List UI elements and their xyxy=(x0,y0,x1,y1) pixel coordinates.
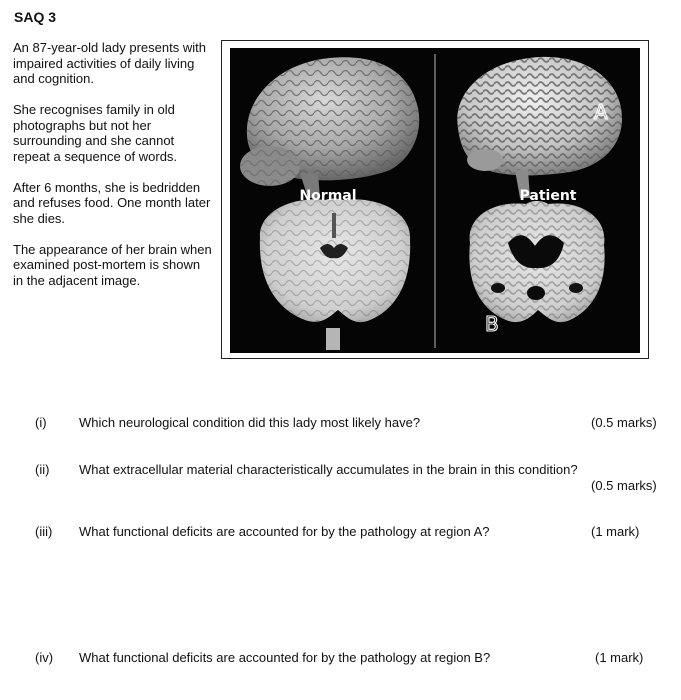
case-paragraph: After 6 months, she is bedridden and refuses food. One month later she dies. xyxy=(13,179,211,226)
brain-comparison-image xyxy=(230,48,640,353)
brain-comparison-figure xyxy=(221,40,649,359)
question-text: What functional deficits are accounted for by the pathology at region B? xyxy=(79,650,491,665)
question-number: (iv) xyxy=(35,650,54,665)
question-number: (ii) xyxy=(35,462,50,477)
question-marks: (1 mark) xyxy=(591,524,640,539)
case-description xyxy=(13,40,213,304)
question-i xyxy=(35,415,665,433)
page-title: SAQ 3 xyxy=(14,9,57,25)
normal-label: Normal xyxy=(299,188,357,204)
question-ii xyxy=(35,462,665,498)
case-paragraph: She recognises family in old photographs but not her surrounding and she cannot repeat a sequence of words. xyxy=(13,102,178,164)
question-text: What extracellular material characteristically accumulates in the brain in this condition? xyxy=(79,462,578,477)
case-paragraph: An 87-year-old lady presents with impaired activities of daily living and cognition. xyxy=(13,40,206,86)
region-b-label: B xyxy=(485,312,499,336)
question-number: (i) xyxy=(35,415,47,430)
patient-label: Patient xyxy=(519,188,577,204)
case-paragraph: The appearance of her brain when examined post-mortem is shown in the adjacent image. xyxy=(13,241,212,288)
question-marks: (1 mark) xyxy=(595,650,644,665)
patient-brain-coronal xyxy=(469,201,604,322)
question-text: What functional deficits are accounted for by the pathology at region A? xyxy=(79,524,490,539)
question-marks: (0.5 marks) xyxy=(591,478,657,493)
question-number: (iii) xyxy=(35,524,53,539)
region-a-label: A xyxy=(594,100,608,124)
question-marks: (0.5 marks) xyxy=(591,415,657,430)
question-iv xyxy=(35,650,665,668)
question-text: Which neurological condition did this lady most likely have? xyxy=(79,415,421,430)
question-iii xyxy=(35,524,665,542)
